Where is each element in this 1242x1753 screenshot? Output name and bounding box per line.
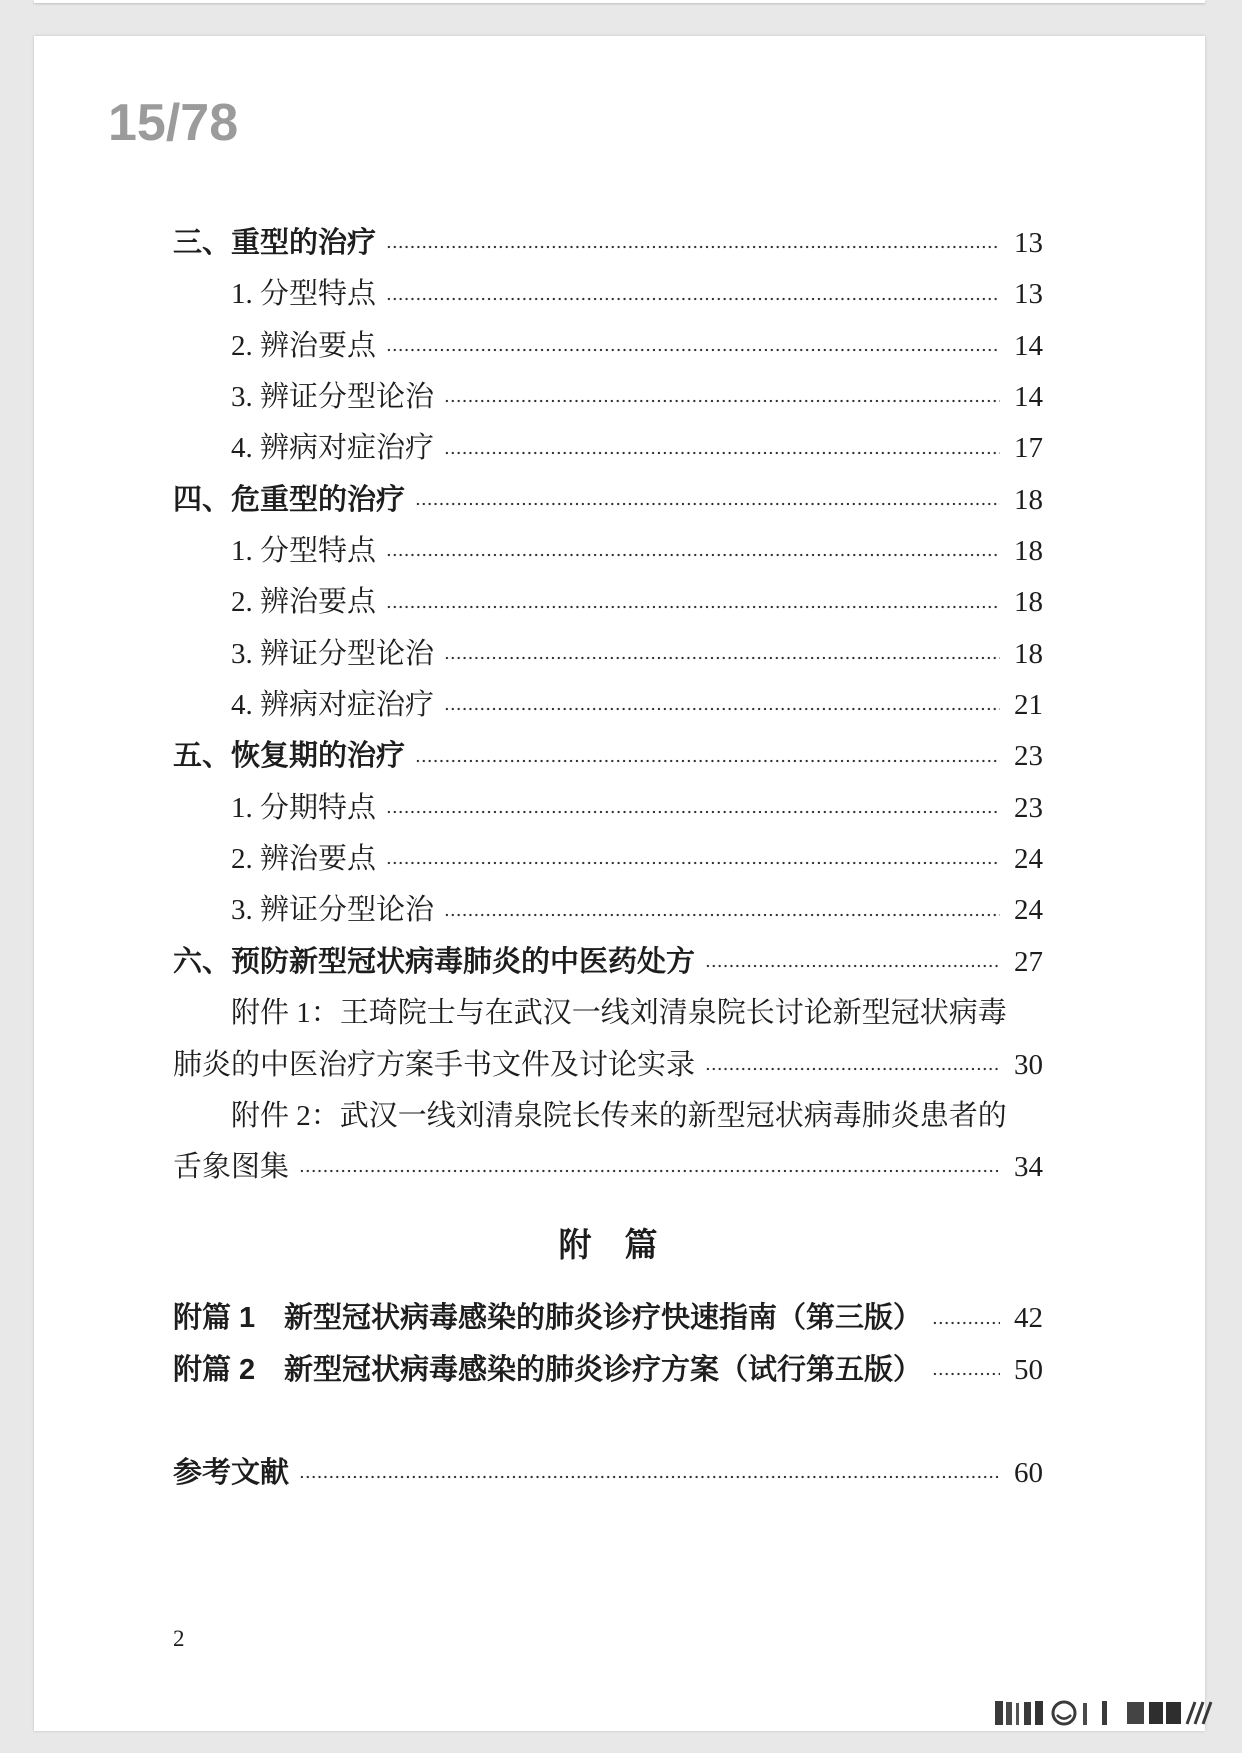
dot-leader [444,451,1000,455]
toc-subentry-title: 1. 分期特点 [231,791,377,824]
dot-leader [415,759,1000,763]
toc-subentry [173,372,1043,423]
dot-leader [932,1321,1000,1325]
toc-subentry [173,269,1043,320]
page-indicator: 15/78 [108,94,239,152]
footer-page-number: 2 [173,1626,185,1651]
appendix-entry-title: 新型冠状病毒感染的肺炎诊疗快速指南（第三版） [284,1302,923,1335]
toc-subentry-title: 2. 辨治要点 [231,329,377,362]
toc-page-number: 13 [1014,227,1043,259]
dot-leader [444,913,1000,917]
toc-section-entry [173,937,1043,988]
table-of-contents [173,218,1043,1194]
toc-subentry-title: 3. 辨证分型论治 [231,381,435,414]
toc-subentry-title: 4. 辨病对症治疗 [231,432,435,465]
toc-page-number: 23 [1014,791,1043,824]
references-entry [173,1448,1043,1499]
toc-page-number: 24 [1014,843,1043,876]
appendix-entry [173,1345,1043,1396]
dot-leader [299,1169,1000,1173]
toc-section-title: 六、预防新型冠状病毒肺炎的中医药处方 [173,945,696,978]
toc-page-number: 21 [1014,689,1043,722]
toc-subentry [173,321,1043,372]
toc-section-entry [173,218,1043,269]
app-watermark-logo-icon [995,1698,1215,1728]
toc-page-number: 30 [1014,1048,1043,1081]
appendix-entry-title: 新型冠状病毒感染的肺炎诊疗方案（试行第五版） [284,1353,923,1386]
toc-subentry-title: 3. 辨证分型论治 [231,637,435,670]
toc-page-number: 42 [1014,1302,1043,1335]
appendix-entry-label: 附篇 1 [173,1302,256,1335]
toc-page-number: 18 [1014,535,1043,568]
toc-page-number: 23 [1014,740,1043,773]
dot-leader [415,502,1000,506]
dot-leader [705,964,1000,968]
toc-page-number: 60 [1014,1456,1043,1489]
appendix-list [173,1293,1043,1396]
toc-subentry [173,526,1043,577]
toc-page-number: 17 [1014,432,1043,465]
toc-page-number: 18 [1014,637,1043,670]
toc-subentry [173,783,1043,834]
toc-page-number: 24 [1014,894,1043,927]
toc-subentry-title: 1. 分型特点 [231,278,377,311]
dot-leader [386,245,1000,249]
toc-page-number: 34 [1014,1151,1043,1184]
toc-page-number: 18 [1014,586,1043,619]
toc-page-number: 50 [1014,1353,1043,1386]
toc-attachment-title-line1: 附件 2：武汉一线刘清泉院长传来的新型冠状病毒肺炎患者的 [231,1099,1007,1132]
toc-subentry [173,423,1043,474]
toc-page-number: 27 [1014,945,1043,978]
toc-attachment-line [173,1142,1043,1193]
dot-leader [386,297,1000,301]
toc-subentry [173,577,1043,628]
dot-leader [386,861,1000,865]
toc-section-title: 四、危重型的治疗 [173,483,406,516]
appendix-entry [173,1293,1043,1344]
dot-leader [386,348,1000,352]
references-title: 参考文献 [173,1456,290,1489]
dot-leader [386,605,1000,609]
dot-leader [932,1372,1000,1376]
toc-attachment-title-line1: 附件 1：王琦院士与在武汉一线刘清泉院长讨论新型冠状病毒 [231,997,1007,1030]
toc-section-title: 三、重型的治疗 [173,227,377,259]
toc-page-number: 14 [1014,329,1043,362]
toc-page-number: 18 [1014,483,1043,516]
toc-attachment-line [173,1091,1043,1142]
toc-section-entry [173,731,1043,782]
toc-page-number: 13 [1014,278,1043,311]
toc-subentry-title: 4. 辨病对症治疗 [231,689,435,722]
dot-leader [386,553,1000,557]
toc-subentry-title: 1. 分型特点 [231,535,377,568]
toc-attachment-line [173,1040,1043,1091]
appendix-heading: 附 篇 [558,1225,658,1263]
toc-subentry [173,834,1043,885]
toc-subentry-title: 2. 辨治要点 [231,586,377,619]
toc-attachment-title-line2: 肺炎的中医治疗方案手书文件及讨论实录 [173,1048,696,1081]
toc-page-number: 14 [1014,381,1043,414]
dot-leader [444,656,1000,660]
toc-attachment-title-line2: 舌象图集 [173,1151,290,1184]
dot-leader [444,707,1000,711]
references-section [173,1448,1043,1499]
toc-subentry-title: 3. 辨证分型论治 [231,894,435,927]
toc-section-entry [173,475,1043,526]
dot-leader [386,810,1000,814]
toc-section-title: 五、恢复期的治疗 [173,740,406,773]
appendix-entry-label: 附篇 2 [173,1353,256,1386]
toc-subentry [173,629,1043,680]
dot-leader [444,399,1000,403]
toc-attachment-line [173,988,1043,1039]
toc-subentry-title: 2. 辨治要点 [231,843,377,876]
toc-subentry [173,680,1043,731]
previous-page-edge[interactable] [34,0,1205,3]
dot-leader [299,1475,1000,1479]
dot-leader [705,1067,1000,1071]
toc-subentry [173,885,1043,936]
